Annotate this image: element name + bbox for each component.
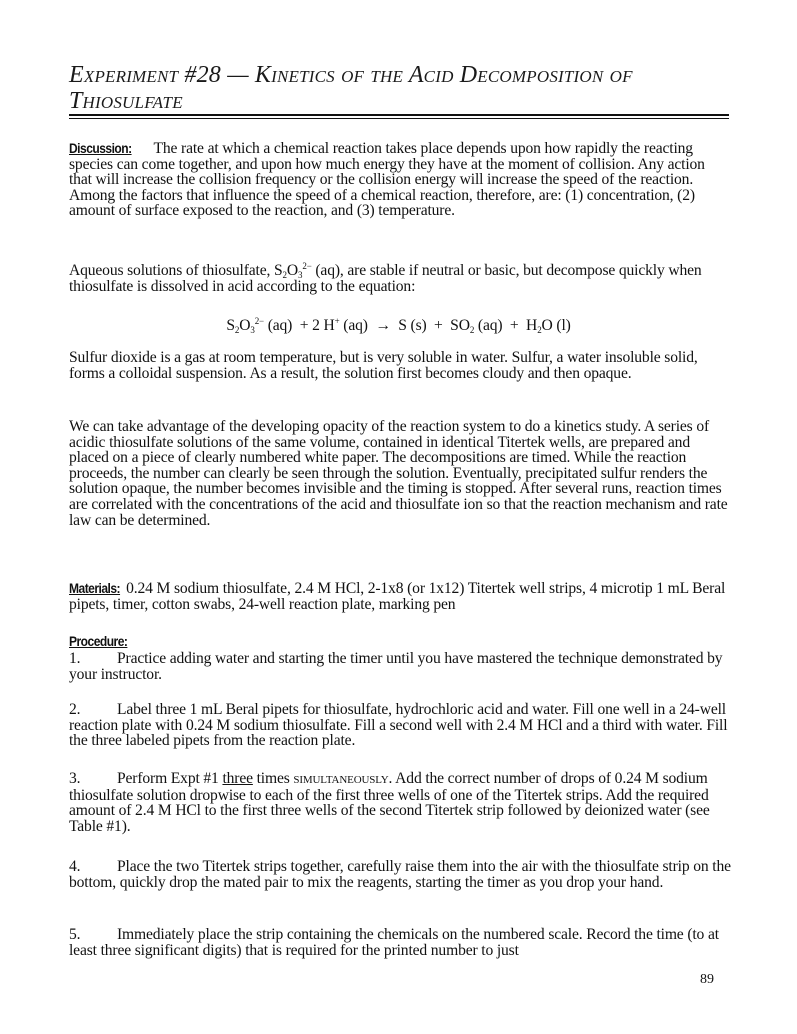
step-number: 1. [69, 650, 81, 667]
procedure-heading: Procedure: [69, 633, 128, 649]
procedure-step-1 [69, 651, 731, 682]
step-text: Practice adding water and starting the timer until you have mastered the technique demonstrated by your instructor. [69, 650, 723, 683]
step-text: Perform Expt #1 [117, 770, 223, 787]
step-number: 4. [69, 858, 81, 875]
discussion-text: The rate at which a chemical reaction takes place depends upon how rapidly the reacting species can come together, and upon how much energy they have at the moment of collision. Any action that will increase the collision frequency or the collision energy will increase the speed of the reaction. Among the factors that influence the speed of a chemical reaction, therefore, are: (1) concentration, (2) amount of surface exposed to the reaction, and (3) temperature. [69, 140, 705, 220]
title-double-rule [69, 114, 729, 119]
discussion-paragraph-4: We can take advantage of the developing opacity of the reaction system to do a kinetics study. A series of acidic thiosulfate solutions of the same volume, contained in identical Titertek wells, are prepared and placed on a piece of clearly numbered white paper. The decompositions are timed. While the reaction proceeds, the number can clearly be seen through the solution. Eventually, precipitated sulfur renders the solution opaque, the number becomes invisible and the timing is stopped. After several runs, reaction times are correlated with the concentrations of the acid and thiosulfate ion so that the reaction mechanism and rate law can be determined. [69, 418, 728, 529]
chemical-equation: $S_2O_3^{2-}$ (aq) + 2 H+ (aq) → S $(s) + SO_2$ $(aq) + H_2O$ (l) [226, 316, 571, 335]
step-text: Label three 1 mL Beral pipets for thiosulfate, hydrochloric acid and water. Fill one well in a 24-well reaction plate with 0.24 M sodium thiosulfate. Fill a second well with 2.4 M HCl and a third with water. Fill the three labeled pipets from the reaction plate. [69, 701, 728, 750]
step-text: Place the two Titertek strips together, carefully raise them into the air with the thiosulfate strip on the bottom, quickly drop the mated pair to mix the reagents, starting the timer as you drop your hand. [69, 858, 731, 891]
title-line-1: Experiment #28 — Kinetics of the Acid Decomposition of [69, 62, 633, 88]
reaction-arrow-icon: → [375, 317, 391, 334]
title-line-2: Thiosulfate [69, 88, 183, 114]
discussion-paragraph-2: Aqueous solutions of thiosulfate, $S_2O_3^{2-}$ (aq), are stable if neutral or basic, but decompose quickly when thiosulfate is dissolved in acid according to the equation: [69, 261, 702, 295]
p2-text-before: Aqueous solutions of thiosulfate, S [69, 262, 283, 279]
discussion-paragraph-3: Sulfur dioxide is a gas at room temperature, but is very soluble in water. Sulfur, a water insoluble solid, forms a colloidal suspension. As a result, the solution first becomes cloudy and then opaque. [69, 349, 698, 382]
page-number: 89 [700, 972, 714, 987]
discussion-paragraph-1 [69, 141, 731, 219]
step-number: 3. [69, 770, 81, 787]
page-title [69, 62, 729, 114]
materials-heading: Materials: [69, 580, 121, 596]
procedure-step-4 [69, 859, 731, 890]
materials-paragraph [69, 581, 731, 612]
procedure-section [69, 634, 731, 650]
step-text: Immediately place the strip containing the chemicals on the numbered scale. Record the time (to at least three significant digits) that is required for the printed number to just [69, 926, 719, 959]
p2-text-after: (aq), are stable if neutral or basic, but decompose quickly when thiosulfate is dissolved in acid according to the equation: [69, 262, 702, 295]
discussion-heading: Discussion: [69, 140, 132, 156]
step-number: 5. [69, 926, 81, 943]
step-number: 2. [69, 701, 81, 718]
procedure-step-5 [69, 927, 731, 958]
step-text: . Add the correct number of drops of 0.24 M sodium thiosulfate solution dropwise to each of the first three wells of one of the Titertek strips. Add the required amount of 2.4 M HCl to the first three wells of the second Titertek strip followed by deionized water (see Table #1). [69, 770, 710, 835]
procedure-step-3 [69, 771, 731, 834]
materials-text: 0.24 M sodium thiosulfate, 2.4 M HCl, 2-1x8 (or 1x12) Titertek well strips, 4 microtip 1 mL Beral pipets, timer, cotton swabs, 24-well reaction plate, marking pen [69, 580, 726, 613]
step-emphasis: three [222, 770, 253, 787]
step-small-caps: simultaneously [293, 771, 389, 787]
step-text: times [252, 770, 294, 787]
procedure-step-2 [69, 702, 731, 749]
